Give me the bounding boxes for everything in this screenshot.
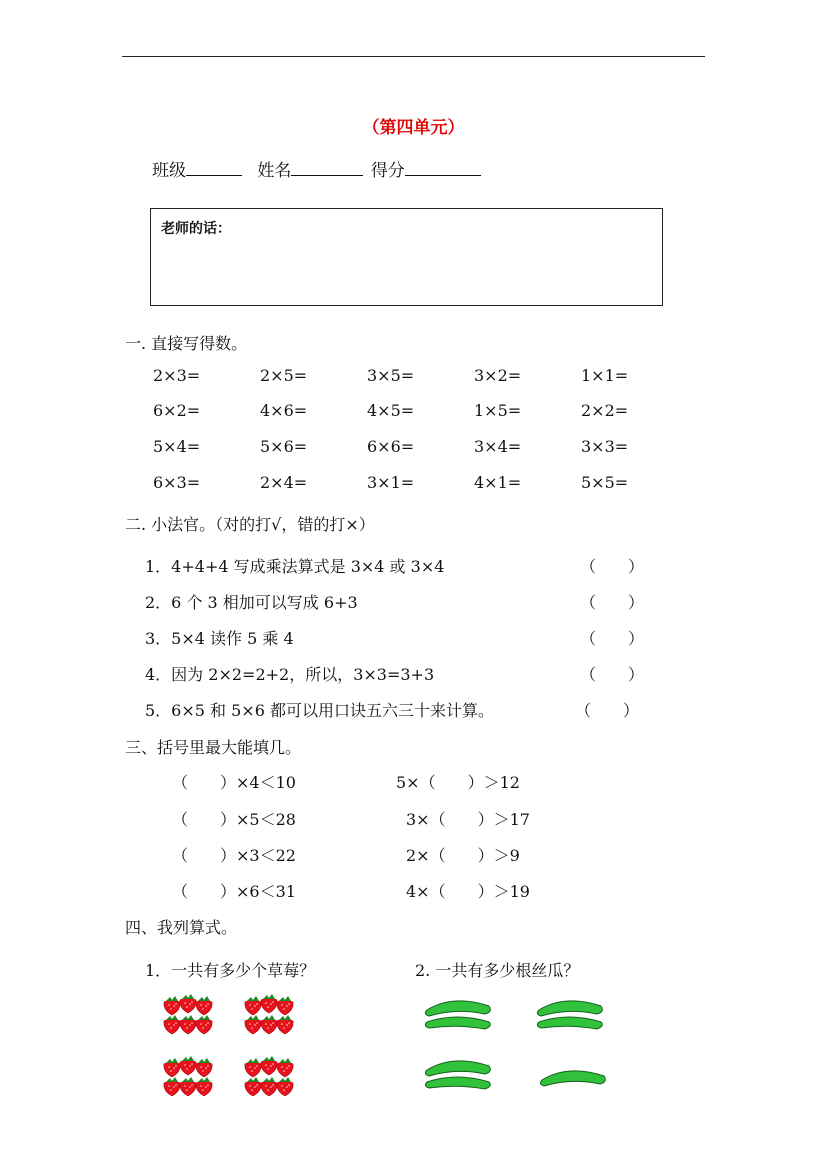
strawberry-icon — [277, 1015, 293, 1034]
score-label: 得分 — [370, 161, 405, 181]
score-blank[interactable] — [405, 157, 481, 176]
strawberry-icon — [196, 1015, 212, 1034]
calc-problem: 3×1= — [367, 473, 415, 492]
strawberry-group — [160, 1055, 218, 1099]
luffa-icon — [425, 1017, 490, 1029]
strawberry-icon — [164, 996, 180, 1015]
judge-statement: 1．4+4+4 写成乘法算式是 3×4 或 3×4 — [145, 557, 445, 576]
inequality-left[interactable]: （ ）×6＜31 — [172, 882, 296, 901]
strawberry-icon — [277, 1077, 293, 1096]
student-info-line — [152, 156, 491, 181]
class-label: 班级 — [152, 161, 186, 181]
luffa-icon — [540, 1071, 605, 1086]
strawberry-icon — [180, 1077, 196, 1096]
strawberry-icon — [180, 994, 196, 1013]
strawberry-icon — [261, 1056, 277, 1075]
calc-problem: 2×2= — [581, 401, 629, 420]
strawberry-question: 1．一共有多少个草莓？ — [145, 961, 316, 980]
luffa-group — [535, 1000, 609, 1040]
calc-problem: 1×5= — [474, 401, 522, 420]
inequality-left[interactable]: （ ）×3＜22 — [172, 846, 296, 865]
strawberry-icon — [277, 1058, 293, 1077]
teacher-comment-label: 老师的话： — [161, 221, 231, 237]
answer-parentheses[interactable]: （ ） — [580, 593, 645, 612]
calc-problem: 5×4= — [153, 437, 201, 456]
strawberry-icon — [245, 1077, 261, 1096]
calc-problem: 5×6= — [260, 437, 308, 456]
name-label: 姓名 — [257, 161, 292, 181]
strawberry-icon — [180, 1015, 196, 1034]
luffa-icon — [425, 1001, 490, 1016]
section1-heading: 一. 直接写得数。 — [125, 334, 248, 353]
luffa-icon — [537, 1001, 602, 1016]
calc-problem: 3×2= — [474, 366, 522, 385]
calc-problem: 2×4= — [260, 473, 308, 492]
unit-title: （第四单元） — [362, 118, 465, 138]
strawberry-icon — [180, 1056, 196, 1075]
strawberry-icon — [245, 1058, 261, 1077]
calc-problem: 1×1= — [581, 366, 629, 385]
strawberry-icon — [277, 996, 293, 1015]
strawberry-group — [241, 1055, 299, 1099]
inequality-right[interactable]: 5×（ ）＞12 — [396, 773, 520, 792]
strawberry-icon — [196, 1058, 212, 1077]
strawberry-icon — [245, 1015, 261, 1034]
strawberry-icon — [261, 994, 277, 1013]
judge-statement: 3．5×4 读作 5 乘 4 — [145, 629, 294, 648]
name-blank[interactable] — [291, 157, 363, 176]
luffa-icon — [425, 1061, 490, 1076]
strawberry-group — [160, 993, 218, 1037]
answer-parentheses[interactable]: （ ） — [580, 557, 645, 576]
judge-statement: 4．因为 2×2=2+2，所以，3×3=3+3 — [145, 665, 435, 684]
answer-parentheses[interactable]: （ ） — [580, 665, 645, 684]
calc-problem: 2×5= — [260, 366, 308, 385]
inequality-left[interactable]: （ ）×5＜28 — [172, 810, 296, 829]
inequality-right[interactable]: 2×（ ）＞9 — [406, 846, 520, 865]
calc-problem: 6×2= — [153, 401, 201, 420]
answer-parentheses[interactable]: （ ） — [575, 701, 640, 720]
luffa-icon — [425, 1077, 490, 1089]
calc-problem: 4×5= — [367, 401, 415, 420]
section2-heading: 二. 小法官。（对的打√，错的打×） — [125, 515, 375, 534]
luffa-group — [538, 1062, 612, 1102]
inequality-right[interactable]: 3×（ ）＞17 — [406, 810, 530, 829]
strawberry-group — [241, 993, 299, 1037]
strawberry-icon — [196, 996, 212, 1015]
calc-problem: 3×3= — [581, 437, 629, 456]
judge-statement: 5．6×5 和 5×6 都可以用口诀五六三十来计算。 — [145, 701, 494, 720]
strawberry-icon — [164, 1058, 180, 1077]
calc-problem: 6×6= — [367, 437, 415, 456]
teacher-comment-box[interactable] — [150, 208, 663, 306]
luffa-group — [423, 1000, 497, 1040]
section4-heading: 四、我列算式。 — [125, 918, 238, 937]
calc-problem: 4×1= — [474, 473, 522, 492]
calc-problem: 3×5= — [367, 366, 415, 385]
luffa-icon — [537, 1017, 602, 1029]
judge-statement: 2．6 个 3 相加可以写成 6+3 — [145, 593, 358, 612]
header-rule — [122, 56, 705, 57]
strawberry-icon — [261, 1077, 277, 1096]
answer-parentheses[interactable]: （ ） — [580, 629, 645, 648]
section3-heading: 三、括号里最大能填几。 — [125, 738, 302, 757]
luffa-group — [423, 1060, 497, 1100]
inequality-left[interactable]: （ ）×4＜10 — [172, 773, 296, 792]
calc-problem: 5×5= — [581, 473, 629, 492]
strawberry-icon — [261, 1015, 277, 1034]
inequality-right[interactable]: 4×（ ）＞19 — [406, 882, 530, 901]
class-blank[interactable] — [186, 157, 242, 176]
strawberry-icon — [196, 1077, 212, 1096]
calc-problem: 6×3= — [153, 473, 201, 492]
strawberry-icon — [164, 1077, 180, 1096]
luffa-question: 2. 一共有多少根丝瓜？ — [415, 961, 580, 980]
strawberry-icon — [245, 996, 261, 1015]
calc-problem: 2×3= — [153, 366, 201, 385]
strawberry-icon — [164, 1015, 180, 1034]
calc-problem: 3×4= — [474, 437, 522, 456]
calc-problem: 4×6= — [260, 401, 308, 420]
